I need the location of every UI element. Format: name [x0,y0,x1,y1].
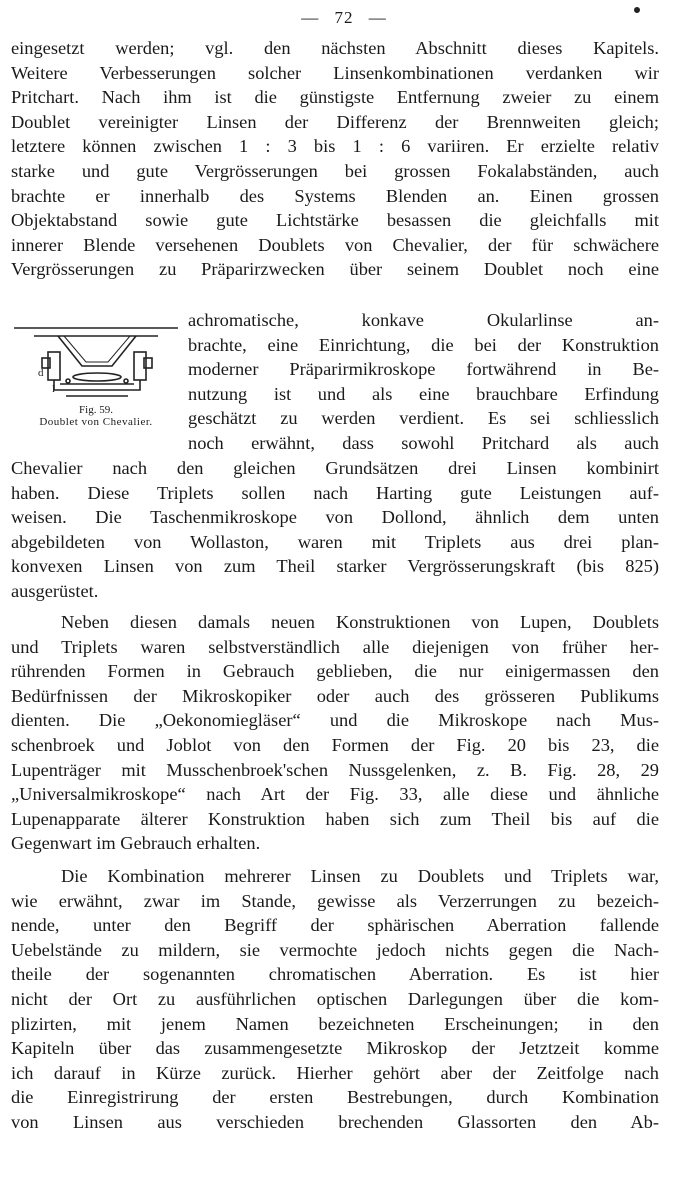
text-line: wie erwähnt, zwar im Stande, gewisse als Verzerrungen zu bezeich- [11,890,659,911]
header-dash-left: — [301,8,320,27]
text-line: Vergrösserungen zu Präparirzwecken über seinem Doublet noch eine [11,259,659,280]
text-line: moderner Präparirmikroskope fortwährend in Be- [188,359,659,380]
text-line: brachte er innerhalb des Systems Blenden an. Einen grossen [11,185,659,206]
paragraph-3 [11,864,659,1135]
text-line: noch erwähnt, dass sowohl Pritchard als auch [188,432,659,453]
text-line: konvexen Linsen von zum Theil starker Vergrösserungskraft (bis 825) [11,556,659,577]
text-line: und Triplets waren selbstverständlich alle diejenigen von früher her- [11,636,659,657]
text-line: nicht der Ort zu ausführlichen optischen Darlegungen über die kom- [11,988,659,1009]
text-line: innerer Blende versehenen Doublets von Chevalier, der für schwächere [11,234,659,255]
text-line: Chevalier nach den gleichen Grundsätzen drei Linsen kombinirt [11,458,659,478]
page-header [0,8,688,28]
paragraph-2 [11,610,659,856]
text-line: Kapiteln über das zusammengesetzte Mikroskop der Jetztzeit komme [11,1038,659,1059]
text-line: von Linsen aus verschieden brechenden Glassorten den Ab- [11,1111,659,1132]
text-block-top [11,36,659,282]
text-line: abgebildeten von Wollaston, waren mit Triplets aus drei plan- [11,531,659,552]
text-line: eingesetzt werden; vgl. den nächsten Abschnitt dieses Kapitels. [11,38,659,58]
text-line: nende, unter den Begriff der sphärischen Aberration fallende [11,915,659,936]
text-line: Neben diesen damals neuen Konstruktionen von Lupen, Doublets [61,612,659,632]
text-line: ich darauf in Kürze zurück. Hierher gehört aber der Zeitfolge nach [11,1062,659,1083]
text-line: Pritchart. Nach ihm ist die günstigste Entfernung zweier zu einem [11,87,659,108]
text-line: nutzung ist und als eine brauchbare Erfindung [188,383,659,404]
text-line: Doublet vereinigter Linsen der Differenz der Brennweiten gleich; [11,111,659,132]
figure-letter-l: l [52,383,56,395]
text-line: schenbroek und Joblot von den Formen der Fig. 20 bis 23, die [11,734,659,755]
text-line: rührenden Formen in Gebrauch geblieben, die nur einigermassen den [11,661,659,682]
text-line: ausgerüstet. [11,580,99,601]
text-line: geschätzt zu werden verdient. Es sei schliesslich [188,408,659,429]
text-line: Die Kombination mehrerer Linsen zu Doublets und Triplets war, [61,866,659,886]
text-block-wrap [188,308,659,456]
text-line: weisen. Die Taschenmikroskope von Dollond, ähnlich dem unten [11,507,659,528]
text-line: brachte, eine Einrichtung, die bei der Konstruktion [188,334,659,355]
text-line: Uebelstände zu mildern, sie vermochte jedoch nichts gegen die Nach- [11,939,659,960]
text-line: Lupenapparate älterer Konstruktion haben sich zum Theil bis auf die [11,808,659,829]
text-line: Objektabstand sowie gute Lichtstärke besassen die gleichfalls mit [11,210,659,231]
text-line: theile der sogenannten chromatischen Aberration. Es ist hier [11,964,659,985]
figure-letter-d: d [38,367,44,379]
text-line: letztere können zwischen 1 : 3 bis 1 : 6 variiren. Er erzielte relativ [11,136,659,157]
text-line: plizirten, mit jenem Namen bezeichneten Erscheinungen; in den [11,1013,659,1034]
text-line: die Einregistrirung der ersten Bestrebungen, durch Kombination [11,1087,659,1108]
text-line: Lupenträger mit Musschenbroek'schen Nussgelenken, z. B. Fig. 28, 29 [11,759,659,780]
figure-number: Fig. 59. [79,404,113,416]
figure-doublet [8,322,184,428]
ink-dot [634,7,640,13]
text-line: Gegenwart im Gebrauch erhalten. [11,833,261,854]
header-dash-right: — [368,8,387,27]
text-line: starke und gute Vergrösserungen bei grossen Fokalabständen, auch [11,160,659,181]
text-line: dienten. Die „Oekonomiegläser“ und die Mikroskope nach Mus- [11,710,659,731]
page-number: 72 [334,8,354,27]
figure-caption: Doublet von Chevalier. [39,416,153,428]
text-block-middle [11,456,659,604]
text-line: Bedürfnissen der Mikroskopiker oder auch des grösseren Publikums [11,685,659,706]
doublet-illustration [8,322,184,404]
text-line: „Universalmikroskope“ nach Art der Fig. 33, alle diese und ähnliche [11,784,659,805]
text-line: achromatische, konkave Okularlinse an- [188,310,659,330]
text-line: Weitere Verbesserungen solcher Linsenkombinationen verdanken wir [11,62,659,83]
text-line: haben. Diese Triplets sollen nach Harting gute Leistungen auf- [11,482,659,503]
